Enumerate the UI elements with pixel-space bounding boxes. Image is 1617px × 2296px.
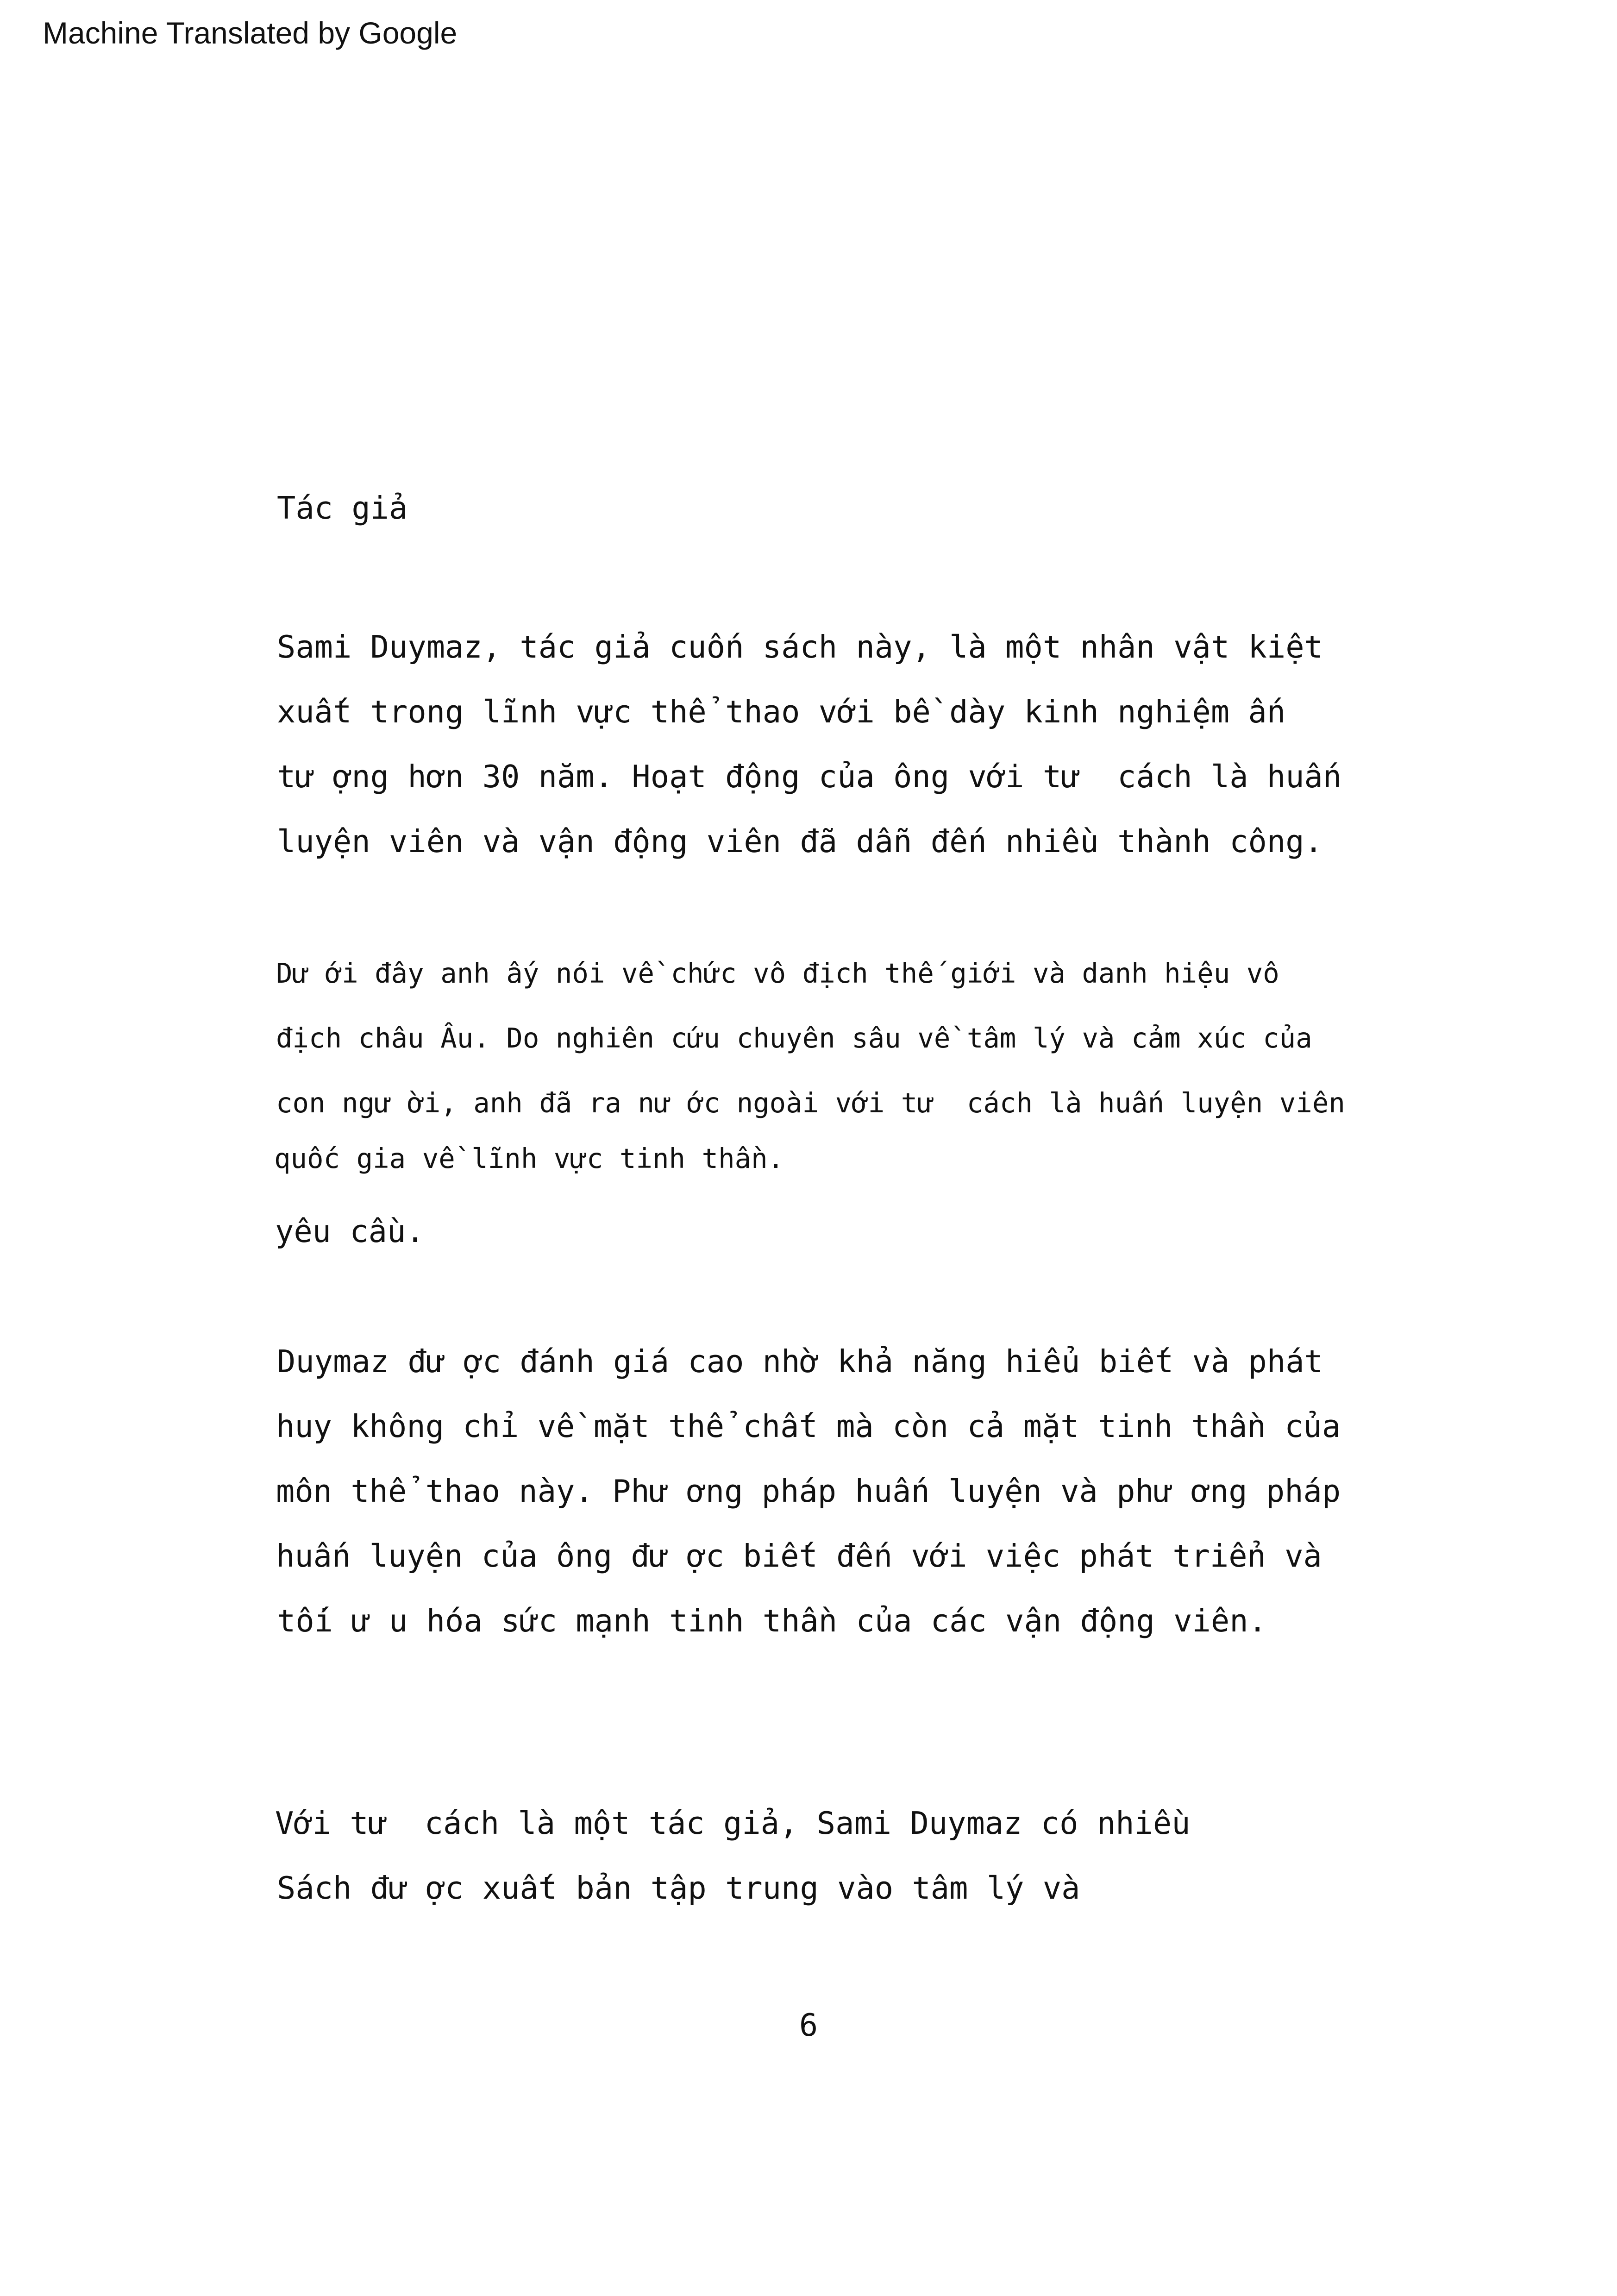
paragraph-2-line-3: con ngư ời, anh đã ra nư ớc ngoài với tư cách là huấn luyện viên [276,1087,1345,1119]
paragraph-3-line-1: Duymaz đư ợc đánh giá cao nhờ khả năng hiểu biết và phát [277,1343,1323,1380]
paragraph-4-line-2: Sách đư ợc xuất bản tập trung vào tâm lý và [277,1870,1080,1906]
paragraph-4-line-1: Với tư cách là một tác giả, Sami Duymaz có nhiều [275,1805,1191,1841]
paragraph-2-line-4: quốc gia về lĩnh vực tinh thần. [274,1142,784,1174]
paragraph-3-line-3: môn thể thao này. Phư ơng pháp huấn luyện và phư ơng pháp [276,1473,1341,1509]
machine-translation-banner: Machine Translated by Google [43,16,458,50]
page-number: 6 [799,2007,818,2043]
paragraph-2-tail: yêu cầu. [275,1213,425,1249]
paragraph-3-line-4: huấn luyện của ông đư ợc biết đến với việc phát triển và [276,1538,1322,1574]
paragraph-1-line-2: xuất trong lĩnh vực thể thao với bề dày kinh nghiệm ấn [277,694,1286,730]
paragraph-3-line-2: huy không chỉ về mặt thể chất mà còn cả mặt tinh thần của [276,1408,1341,1444]
section-heading: Tác giả [277,490,408,526]
paragraph-3-line-5: tối ư u hóa sức mạnh tinh thần của các vận động viên. [277,1603,1267,1639]
paragraph-2-line-1: Dư ới đây anh ấy nói về chức vô địch thế giới và danh hiệu vô [276,957,1279,989]
paragraph-1-line-4: luyện viên và vận động viên đã dẫn đến nhiều thành công. [277,823,1323,859]
paragraph-1-line-3: tư ợng hơn 30 năm. Hoạt động của ông với tư cách là huấn [277,759,1342,795]
paragraph-1-line-1: Sami Duymaz, tác giả cuốn sách này, là một nhân vật kiệt [277,629,1323,665]
paragraph-2-line-2: địch châu Âu. Do nghiên cứu chuyên sâu về tâm lý và cảm xúc của [276,1022,1312,1054]
